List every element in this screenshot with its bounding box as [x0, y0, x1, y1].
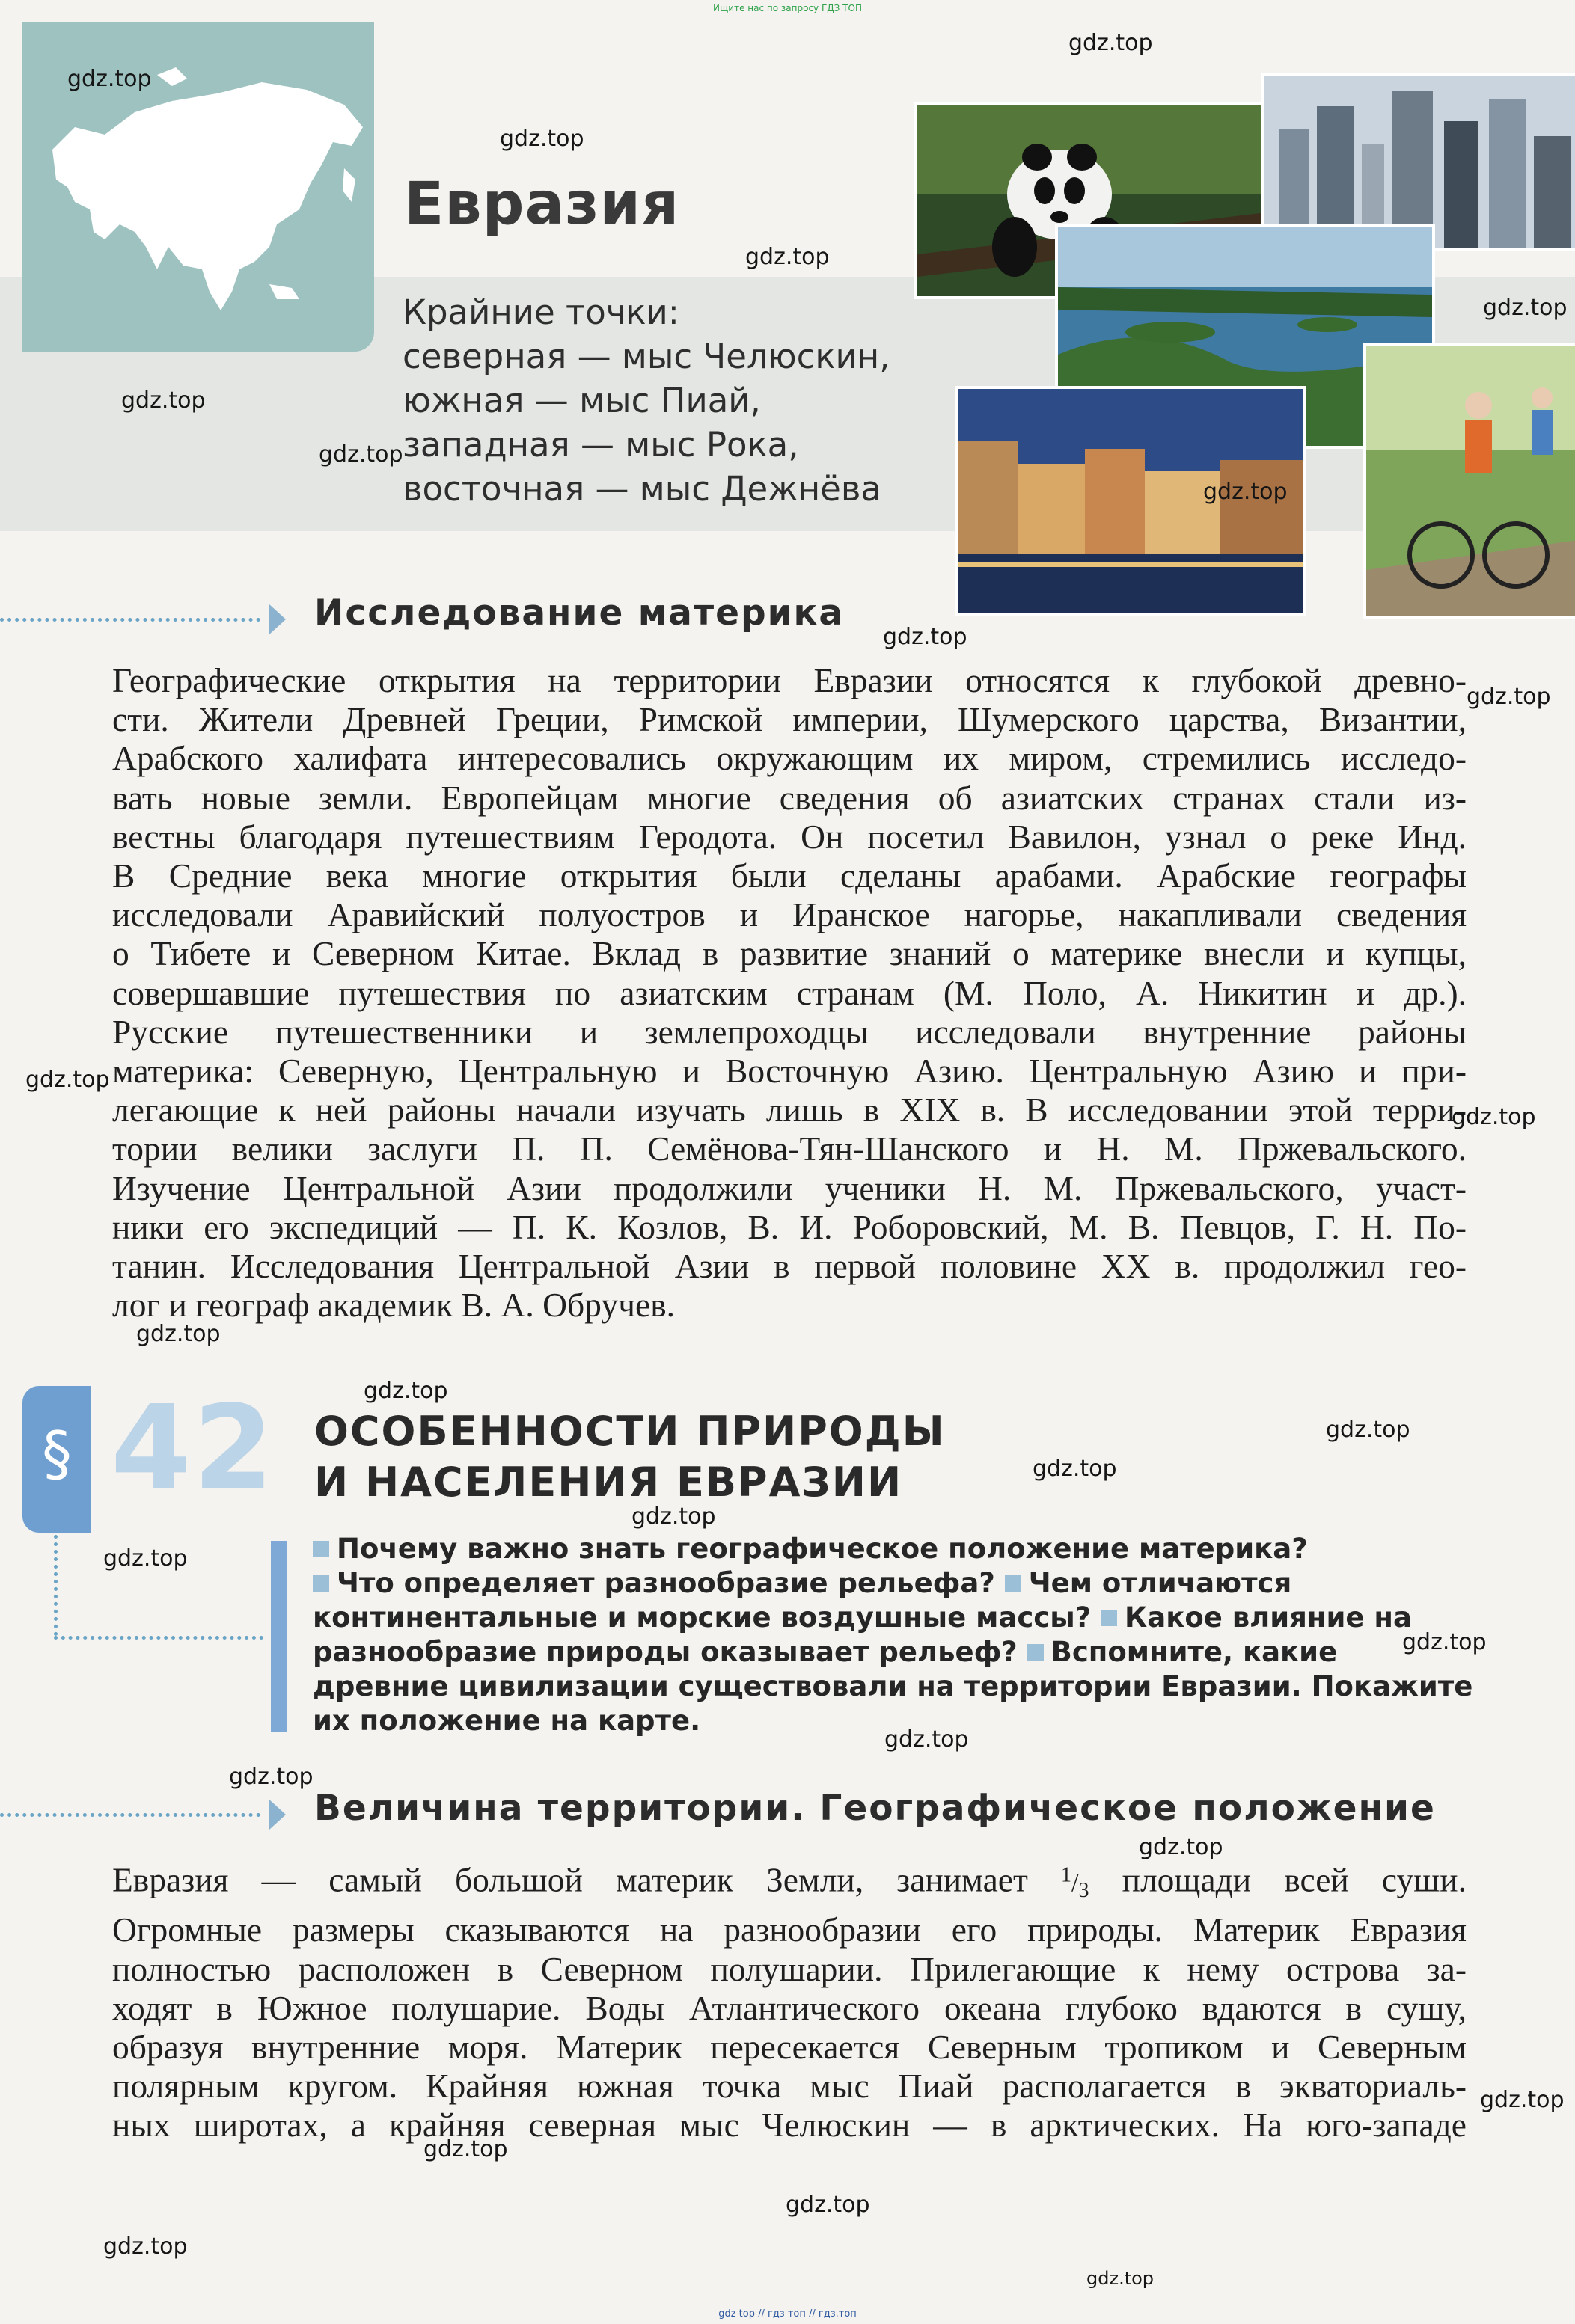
extreme-points-line: восточная — мыс Дежнёва	[403, 469, 881, 509]
watermark: gdz.top	[884, 1726, 969, 1753]
text-line: В Средние века многие открытия были сделаны арабами. Арабские географы	[112, 856, 1467, 895]
watermark: gdz.top	[1402, 1629, 1487, 1655]
paragraph-title	[314, 1406, 946, 1508]
text-line: ходят в Южное полушарие. Воды Атлантического океана глубоко вдаются в сушу,	[112, 1988, 1467, 2027]
text-line: Огромные размеры сказываются на разнообразии его природы. Материк Евразия	[112, 1910, 1467, 1949]
watermark: gdz.top	[25, 1067, 110, 1093]
watermark: gdz.top	[103, 2233, 188, 2260]
paragraph-title-line: И НАСЕЛЕНИЯ ЕВРАЗИИ	[314, 1459, 903, 1506]
footer-text: gdz top // гдз топ // гдз.топ	[718, 2308, 857, 2320]
cyclists-photo	[1363, 343, 1575, 619]
text-line: Изучение Центральной Азии продолжили ученики Н. М. Пржевальского, участ-	[112, 1168, 1467, 1207]
watermark: gdz.top	[136, 1321, 221, 1347]
text-line: вестны благодаря путешествиям Геродота. Он посетил Вавилон, узнал о реке Инд.	[112, 817, 1467, 856]
section-divider	[0, 1813, 260, 1817]
text-line: Русские путешественники и землепроходцы исследовали внутренние районы	[112, 1012, 1467, 1051]
text-line: совершавшие путешествия по азиатским странам (М. Поло, А. Никитин и др.).	[112, 973, 1467, 1012]
fraction-denominator: 3	[1078, 1879, 1089, 1903]
watermark: gdz.top	[319, 441, 403, 467]
section-body	[112, 661, 1467, 1325]
fraction: $^1/_3$	[1061, 1864, 1089, 1903]
watermark: gdz.top	[1480, 2087, 1565, 2113]
watermark: gdz.top	[1139, 1834, 1223, 1860]
watermark: gdz.top	[786, 2192, 870, 2218]
question-text: Что определяет разнообразие рельефа?	[337, 1567, 995, 1599]
text-line: о Тибете и Северном Китае. Вклад в развитие знаний о материке внесли и купцы,	[112, 934, 1467, 973]
question-text: Почему важно знать географическое положение материка?	[337, 1533, 1308, 1565]
text-line: легающие к ней районы начали изучать лишь в XIX в. В исследовании этой терри-	[112, 1091, 1467, 1129]
text-line	[112, 1857, 1467, 1910]
watermark: gdz.top	[500, 126, 584, 152]
watermark: gdz.top	[121, 387, 206, 414]
text-line: тории велики заслуги П. П. Семёнова-Тян-Шанского и Н. М. Пржевальского.	[112, 1129, 1467, 1168]
watermark: gdz.top	[67, 66, 152, 92]
text-line: Арабского халифата интересовались окружающим их миром, стремились исследо-	[112, 739, 1467, 778]
watermark: gdz.top	[1086, 2268, 1155, 2289]
section-divider	[0, 618, 260, 622]
top-search-hint: Ищите нас по запросу ГДЗ ТОП	[713, 3, 862, 13]
text-line: вать новые земли. Европейцам многие сведения об азиатских странах стали из-	[112, 778, 1467, 817]
extreme-points-line: южная — мыс Пиай,	[403, 381, 761, 420]
text-line: Географические открытия на территории Евразии относятся к глубокой древно-	[112, 661, 1467, 699]
watermark: gdz.top	[1326, 1417, 1410, 1443]
section-heading: Величина территории. Географическое положение	[314, 1788, 1436, 1829]
bullet-square-icon	[313, 1541, 329, 1557]
extreme-points-line: Крайние точки:	[403, 292, 679, 332]
continent-title: Евразия	[404, 171, 680, 238]
section-arrow-icon	[269, 1800, 286, 1830]
text-line: ных широтах, а крайняя северная мыс Челюскин — в арктических. На юго-западе	[112, 2106, 1467, 2144]
extreme-points-line: северная — мыс Челюскин,	[403, 337, 890, 376]
text-line: танин. Исследования Центральной Азии в первой половине XX в. продолжил гео-	[112, 1247, 1467, 1286]
question-text: Чем отличаются континентальные и морские воздушные массы?	[313, 1567, 1292, 1634]
watermark: gdz.top	[229, 1764, 314, 1790]
watermark: gdz.top	[1203, 479, 1288, 505]
bullet-square-icon	[1101, 1610, 1117, 1626]
text-line: сти. Жители Древней Греции, Римской империи, Шумерского царства, Византии,	[112, 700, 1467, 739]
bullet-square-icon	[1027, 1644, 1044, 1661]
section-body	[112, 1857, 1467, 2145]
fraction-numerator: 1	[1061, 1864, 1072, 1887]
watermark: gdz.top	[1467, 684, 1551, 710]
extreme-points-line: западная — мыс Рока,	[403, 425, 799, 465]
extreme-points	[403, 290, 890, 511]
connector-horizontal	[54, 1636, 263, 1640]
text-line: образуя внутренние моря. Материк пересекается Северным тропиком и Северным	[112, 2027, 1467, 2066]
bullet-square-icon	[313, 1575, 329, 1592]
question-text: Вспомните, какие древние цивилизации существовали на территории Евразии. Покажите их положение на карте.	[313, 1636, 1473, 1737]
question-text: Какое влияние на разнообразие природы оказывает рельеф?	[313, 1601, 1412, 1668]
text-line: лог и географ академик В. А. Обручев.	[112, 1286, 676, 1325]
text-span: Евразия — самый большой материк Земли, занимает	[112, 1860, 1028, 1899]
watermark: gdz.top	[1452, 1104, 1536, 1130]
watermark: gdz.top	[423, 2136, 508, 2162]
questions-bar	[271, 1541, 287, 1732]
watermark: gdz.top	[883, 624, 967, 650]
watermark: gdz.top	[103, 1545, 188, 1572]
paragraph-number: 42	[111, 1380, 275, 1515]
watermark: gdz.top	[745, 244, 830, 270]
paragraph-title-line: ОСОБЕННОСТИ ПРИРОДЫ	[314, 1408, 946, 1455]
text-line: полярным кругом. Крайняя южная точка мыс Пиай располагается в экваториаль-	[112, 2067, 1467, 2106]
bullet-square-icon	[1005, 1575, 1021, 1592]
watermark: gdz.top	[364, 1378, 448, 1404]
paragraph-badge	[22, 1386, 91, 1533]
watermark: gdz.top	[1483, 295, 1568, 321]
review-questions	[313, 1532, 1480, 1738]
watermark: gdz.top	[1033, 1456, 1117, 1482]
text-span: площади всей суши.	[1122, 1860, 1467, 1899]
watermark: gdz.top	[1068, 30, 1153, 56]
paragraph-symbol: §	[42, 1419, 72, 1488]
text-line: исследовали Аравийский полуостров и Иранское нагорье, накапливали сведения	[112, 895, 1467, 934]
section-arrow-icon	[269, 604, 286, 634]
text-line: материка: Северную, Центральную и Восточную Азию. Центральную Азию и при-	[112, 1052, 1467, 1091]
text-line: ники его экспедиций — П. К. Козлов, В. И. Роборовский, М. В. Певцов, Г. Н. По-	[112, 1207, 1467, 1246]
text-line: полностью расположен в Северном полушарии. Прилегающие к нему острова за-	[112, 1949, 1467, 1988]
watermark: gdz.top	[631, 1503, 716, 1530]
section-heading: Исследование материка	[314, 592, 845, 634]
connector-vertical	[54, 1535, 58, 1636]
